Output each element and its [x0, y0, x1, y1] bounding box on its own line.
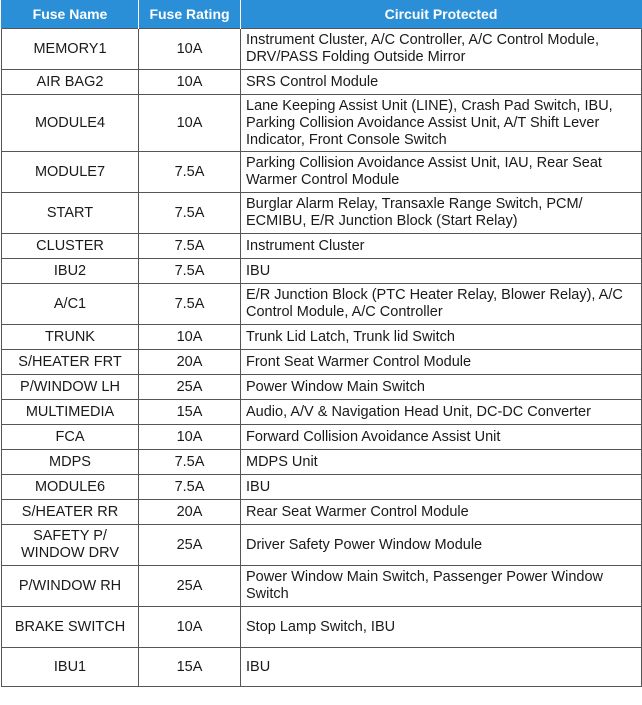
fuse-name-cell: S/HEATER RR: [2, 500, 139, 525]
table-row: [2, 607, 642, 648]
circuit-cell: Power Window Main Switch: [241, 375, 642, 400]
table-row: [2, 450, 642, 475]
fuse-name-cell: MODULE4: [2, 95, 139, 152]
fuse-rating-cell: 7.5A: [139, 450, 241, 475]
fuse-rating-cell: 25A: [139, 525, 241, 566]
fuse-name-cell: MULTIMEDIA: [2, 400, 139, 425]
circuit-cell: Rear Seat Warmer Control Module: [241, 500, 642, 525]
fuse-name-cell: P/WINDOW RH: [2, 566, 139, 607]
circuit-cell: Power Window Main Switch, Passenger Power Window Switch: [241, 566, 642, 607]
header-fuse-name: Fuse Name: [2, 0, 139, 29]
circuit-cell: E/R Junction Block (PTC Heater Relay, Blower Relay), A/C Control Module, A/C Controller: [241, 284, 642, 325]
circuit-cell: Forward Collision Avoidance Assist Unit: [241, 425, 642, 450]
table-row: [2, 284, 642, 325]
fuse-name-cell: AIR BAG2: [2, 70, 139, 95]
fuse-rating-cell: 7.5A: [139, 475, 241, 500]
fuse-rating-cell: 20A: [139, 350, 241, 375]
circuit-cell: Instrument Cluster: [241, 234, 642, 259]
table-row: [2, 193, 642, 234]
fuse-rating-cell: 10A: [139, 29, 241, 70]
fuse-name-cell: MODULE7: [2, 152, 139, 193]
fuse-rating-cell: 7.5A: [139, 284, 241, 325]
fuse-rating-cell: 7.5A: [139, 193, 241, 234]
circuit-cell: Parking Collision Avoidance Assist Unit, IAU, Rear Seat Warmer Control Module: [241, 152, 642, 193]
circuit-cell: Burglar Alarm Relay, Transaxle Range Switch, PCM/ ECMIBU, E/R Junction Block (Start Relay): [241, 193, 642, 234]
fuse-name-cell: FCA: [2, 425, 139, 450]
circuit-cell: Lane Keeping Assist Unit (LINE), Crash Pad Switch, IBU, Parking Collision Avoidance Assist Unit, A/T Shift Lever Indicator, Front Console Switch: [241, 95, 642, 152]
fuse-name-cell: TRUNK: [2, 325, 139, 350]
circuit-cell: Front Seat Warmer Control Module: [241, 350, 642, 375]
fuse-rating-cell: 10A: [139, 95, 241, 152]
circuit-cell: Trunk Lid Latch, Trunk lid Switch: [241, 325, 642, 350]
fuse-rating-cell: 25A: [139, 375, 241, 400]
circuit-cell: Stop Lamp Switch, IBU: [241, 607, 642, 648]
fuse-rating-cell: 25A: [139, 566, 241, 607]
fuse-name-cell: CLUSTER: [2, 234, 139, 259]
table-row: [2, 95, 642, 152]
table-row: [2, 475, 642, 500]
table-row: [2, 566, 642, 607]
table-row: [2, 375, 642, 400]
fuse-name-cell: P/WINDOW LH: [2, 375, 139, 400]
table-row: [2, 500, 642, 525]
fuse-rating-cell: 15A: [139, 400, 241, 425]
circuit-cell: Driver Safety Power Window Module: [241, 525, 642, 566]
circuit-cell: Instrument Cluster, A/C Controller, A/C Control Module, DRV/PASS Folding Outside Mirror: [241, 29, 642, 70]
fuse-name-cell: IBU2: [2, 259, 139, 284]
table-row: [2, 234, 642, 259]
table-row: [2, 70, 642, 95]
fuse-table: [1, 0, 642, 687]
fuse-name-cell: S/HEATER FRT: [2, 350, 139, 375]
fuse-rating-cell: 7.5A: [139, 234, 241, 259]
table-row: [2, 525, 642, 566]
circuit-cell: IBU: [241, 259, 642, 284]
fuse-name-cell: A/C1: [2, 284, 139, 325]
table-row: [2, 325, 642, 350]
fuse-name-cell: MEMORY1: [2, 29, 139, 70]
circuit-cell: MDPS Unit: [241, 450, 642, 475]
header-fuse-rating: Fuse Rating: [139, 0, 241, 29]
fuse-rating-cell: 10A: [139, 325, 241, 350]
table-row: [2, 648, 642, 687]
fuse-name-cell: IBU1: [2, 648, 139, 687]
fuse-rating-cell: 7.5A: [139, 259, 241, 284]
circuit-cell: IBU: [241, 475, 642, 500]
table-row: [2, 425, 642, 450]
table-row: [2, 152, 642, 193]
table-row: [2, 350, 642, 375]
fuse-rating-cell: 10A: [139, 70, 241, 95]
fuse-name-cell: START: [2, 193, 139, 234]
header-row: [2, 0, 642, 29]
fuse-name-cell: MODULE6: [2, 475, 139, 500]
circuit-cell: IBU: [241, 648, 642, 687]
table-row: [2, 29, 642, 70]
fuse-name-cell: SAFETY P/ WINDOW DRV: [2, 525, 139, 566]
circuit-cell: SRS Control Module: [241, 70, 642, 95]
fuse-name-cell: MDPS: [2, 450, 139, 475]
header-circuit-protected: Circuit Protected: [241, 0, 642, 29]
fuse-rating-cell: 10A: [139, 425, 241, 450]
fuse-name-cell: BRAKE SWITCH: [2, 607, 139, 648]
table-row: [2, 259, 642, 284]
table-row: [2, 400, 642, 425]
fuse-rating-cell: 20A: [139, 500, 241, 525]
fuse-rating-cell: 7.5A: [139, 152, 241, 193]
fuse-rating-cell: 10A: [139, 607, 241, 648]
fuse-rating-cell: 15A: [139, 648, 241, 687]
circuit-cell: Audio, A/V & Navigation Head Unit, DC-DC Converter: [241, 400, 642, 425]
